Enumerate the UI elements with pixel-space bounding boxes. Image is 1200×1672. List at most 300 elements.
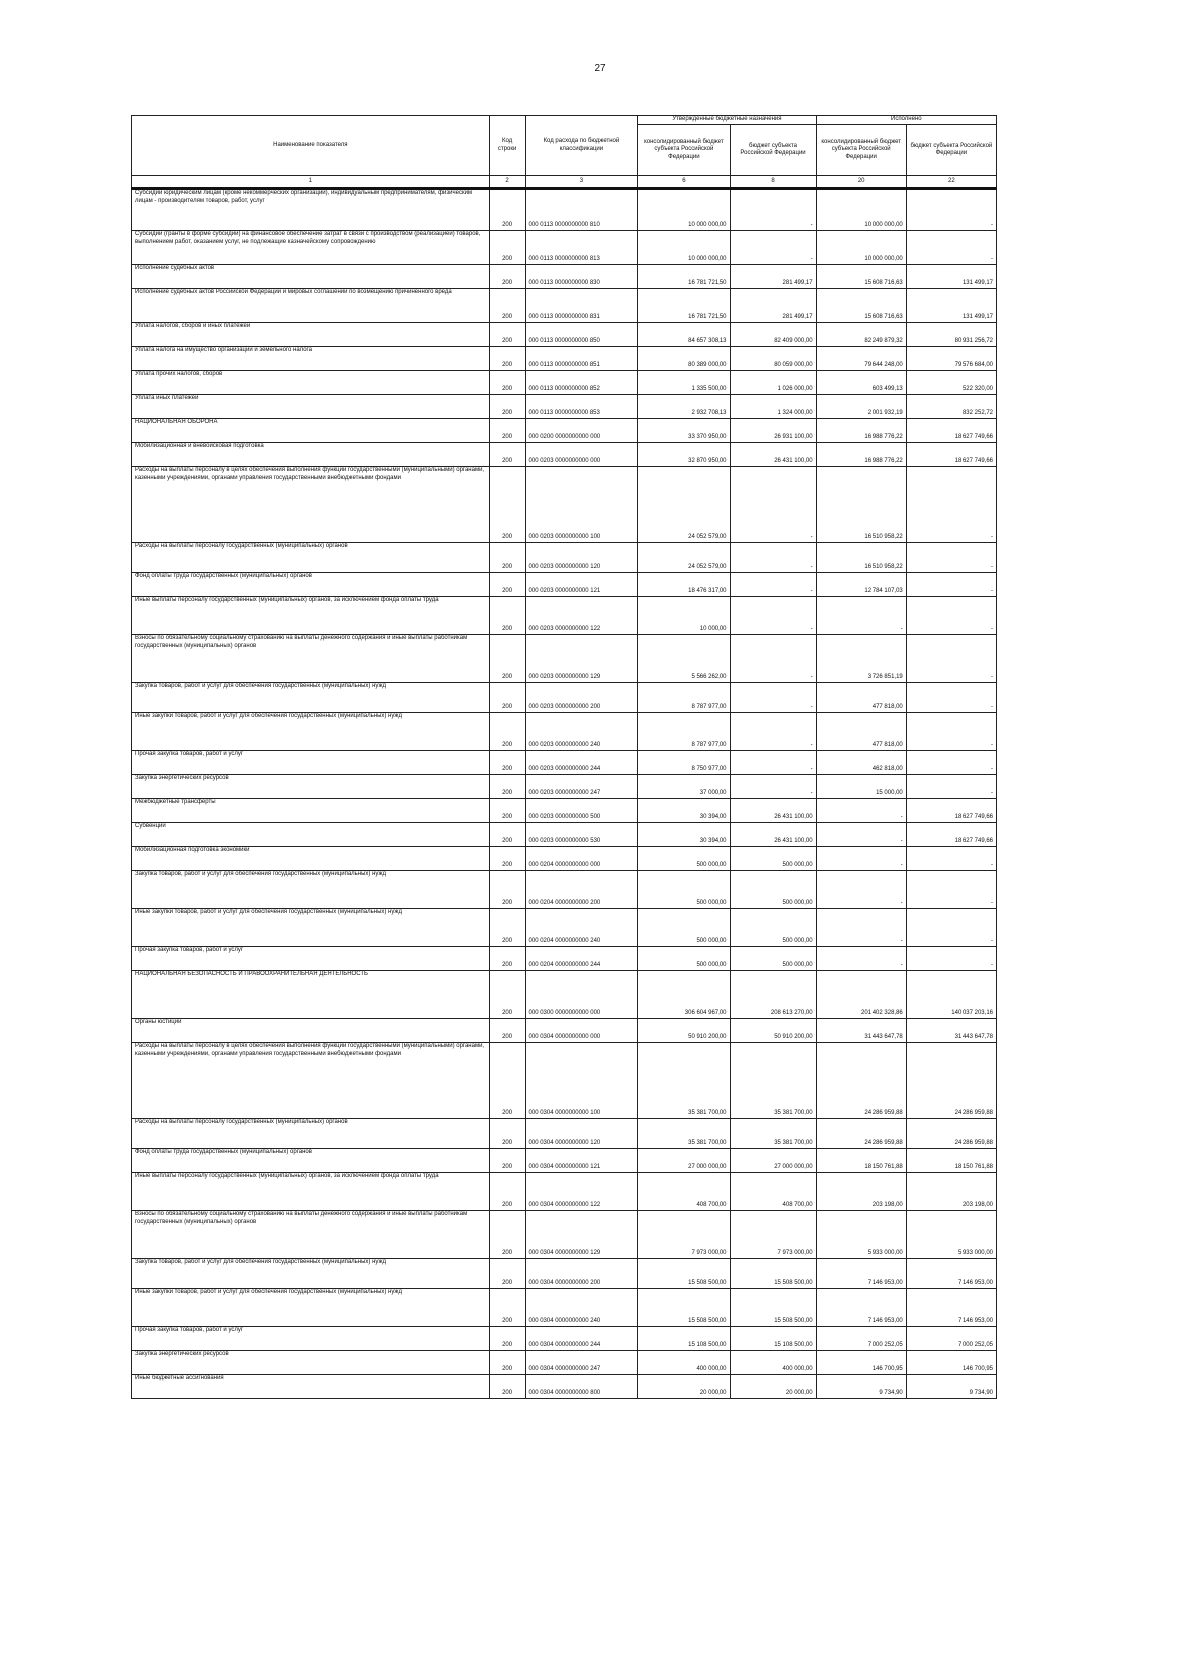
header-consolidated-approved: консолидированный бюджет субъекта Российской Федерации [638,125,730,176]
row-budget-code: 000 0304 0000000000 247 [525,1351,638,1375]
row-name: Межбюджетные трансферты [132,799,490,823]
row-consolidated-executed: 16 510 958,22 [816,543,906,573]
table-row [132,1043,997,1119]
row-subject-executed: 18 627 749,66 [906,419,996,443]
row-name: Фонд оплаты труда государственных (муниципальных) органов [132,573,490,597]
row-line-code: 200 [489,1019,525,1043]
row-subject-approved: 500 000,00 [730,871,816,909]
row-consolidated-executed: 16 510 958,22 [816,467,906,543]
table-row [132,347,997,371]
row-name: Расходы на выплаты персоналу в целях обеспечения выполнения функций государственными (муниципальными) органами, казенными учреждениями, органами управления государственными внебюджетными фондами [132,1043,490,1119]
row-consolidated-approved: 8 750 977,00 [638,751,730,775]
row-name: НАЦИОНАЛЬНАЯ ОБОРОНА [132,419,490,443]
row-line-code: 200 [489,947,525,971]
row-subject-approved: - [730,775,816,799]
table-row [132,823,997,847]
row-subject-approved: 7 973 000,00 [730,1211,816,1259]
row-line-code: 200 [489,1327,525,1351]
row-consolidated-approved: 35 381 700,00 [638,1119,730,1149]
row-budget-code: 000 0304 0000000000 200 [525,1259,638,1289]
row-subject-executed: 7 000 252,05 [906,1327,996,1351]
row-subject-approved: 500 000,00 [730,947,816,971]
row-budget-code: 000 0204 0000000000 240 [525,909,638,947]
row-subject-approved: 281 499,17 [730,289,816,323]
row-budget-code: 000 0113 0000000000 813 [525,231,638,265]
row-line-code: 200 [489,371,525,395]
row-subject-executed: - [906,847,996,871]
table-row [132,543,997,573]
table-row [132,1119,997,1149]
row-line-code: 200 [489,443,525,467]
table-row [132,799,997,823]
row-consolidated-approved: 30 394,00 [638,799,730,823]
row-line-code: 200 [489,573,525,597]
row-line-code: 200 [489,823,525,847]
row-subject-executed: 24 286 959,88 [906,1043,996,1119]
row-name: Закупка энергетических ресурсов [132,775,490,799]
row-consolidated-executed: - [816,847,906,871]
row-budget-code: 000 0203 0000000000 247 [525,775,638,799]
row-name: НАЦИОНАЛЬНАЯ БЕЗОПАСНОСТЬ И ПРАВООХРАНИТЕЛЬНАЯ ДЕЯТЕЛЬНОСТЬ [132,971,490,1019]
row-budget-code: 000 0113 0000000000 850 [525,323,638,347]
row-consolidated-executed: 10 000 000,00 [816,189,906,231]
row-consolidated-executed: 79 644 248,00 [816,347,906,371]
column-number: 20 [816,176,906,189]
row-name: Уплата иных платежей [132,395,490,419]
table-row [132,751,997,775]
row-consolidated-executed: 16 988 776,22 [816,443,906,467]
row-budget-code: 000 0203 0000000000 240 [525,713,638,751]
row-subject-approved: 1 026 000,00 [730,371,816,395]
row-line-code: 200 [489,971,525,1019]
row-consolidated-approved: 24 052 579,00 [638,467,730,543]
row-line-code: 200 [489,799,525,823]
row-consolidated-executed: - [816,799,906,823]
row-consolidated-executed: - [816,909,906,947]
row-name: Органы юстиции [132,1019,490,1043]
row-budget-code: 000 0203 0000000000 122 [525,597,638,635]
row-consolidated-approved: 8 787 977,00 [638,713,730,751]
row-subject-approved: 15 108 500,00 [730,1327,816,1351]
page-number: 27 [594,63,606,74]
table-row [132,1375,997,1399]
row-subject-approved: 35 381 700,00 [730,1119,816,1149]
row-subject-executed: - [906,543,996,573]
row-name: Субвенции [132,823,490,847]
table-row [132,265,997,289]
table-row [132,713,997,751]
row-consolidated-approved: 16 781 721,50 [638,289,730,323]
row-name: Мобилизационная подготовка экономики [132,847,490,871]
table-row [132,419,997,443]
row-subject-approved: 26 931 100,00 [730,419,816,443]
row-budget-code: 000 0203 0000000000 100 [525,467,638,543]
table-row [132,1289,997,1327]
table-row [132,635,997,683]
row-subject-approved: - [730,231,816,265]
table-row [132,1327,997,1351]
row-name: Иные закупки товаров, работ и услуг для обеспечения государственных (муниципальных) нужд [132,713,490,751]
row-line-code: 200 [489,231,525,265]
row-name: Исполнение судебных актов [132,265,490,289]
column-number-row [132,176,997,189]
row-consolidated-approved: 20 000,00 [638,1375,730,1399]
table-row [132,573,997,597]
row-name: Субсидии (гранты в форме субсидий) на финансовое обеспечение затрат в связи с производством (реализацией) товаров, выполнением работ, оказанием услуг, не подлежащие казначейскому сопровождению [132,231,490,265]
row-subject-approved: 1 324 000,00 [730,395,816,419]
row-consolidated-approved: 5 566 262,00 [638,635,730,683]
row-line-code: 200 [489,467,525,543]
row-name: Расходы на выплаты персоналу государственных (муниципальных) органов [132,543,490,573]
row-name: Закупка товаров, работ и услуг для обеспечения государственных (муниципальных) нужд [132,1259,490,1289]
row-subject-executed: 79 576 684,00 [906,347,996,371]
row-budget-code: 000 0203 0000000000 200 [525,683,638,713]
row-line-code: 200 [489,395,525,419]
row-name: Иные закупки товаров, работ и услуг для обеспечения государственных (муниципальных) нужд [132,909,490,947]
row-subject-executed: 18 627 749,66 [906,823,996,847]
row-consolidated-approved: 10 000 000,00 [638,189,730,231]
row-line-code: 200 [489,1211,525,1259]
row-subject-approved: 82 409 000,00 [730,323,816,347]
table-row [132,289,997,323]
row-subject-approved: 27 000 000,00 [730,1149,816,1173]
row-consolidated-executed: 82 249 879,32 [816,323,906,347]
row-consolidated-approved: 15 508 500,00 [638,1289,730,1327]
row-name: Закупка энергетических ресурсов [132,1351,490,1375]
row-name: Субсидии юридическим лицам (кроме некоммерческих организаций), индивидуальным предпринимателям, физическим лицам - производителям товаров, работ, услуг [132,189,490,231]
row-name: Мобилизационная и вневойсковая подготовка [132,443,490,467]
row-subject-approved: 50 910 200,00 [730,1019,816,1043]
row-consolidated-executed: 203 198,00 [816,1173,906,1211]
row-line-code: 200 [489,1375,525,1399]
row-budget-code: 000 0113 0000000000 810 [525,189,638,231]
row-budget-code: 000 0304 0000000000 100 [525,1043,638,1119]
row-subject-executed: - [906,189,996,231]
row-subject-approved: - [730,635,816,683]
row-consolidated-executed: 462 818,00 [816,751,906,775]
row-name: Иные выплаты персоналу государственных (муниципальных) органов, за исключением фонда оплаты труда [132,1173,490,1211]
row-budget-code: 000 0203 0000000000 121 [525,573,638,597]
row-subject-approved: 80 059 000,00 [730,347,816,371]
row-consolidated-approved: 500 000,00 [638,871,730,909]
table-row [132,597,997,635]
row-subject-approved: - [730,573,816,597]
row-name: Уплата прочих налогов, сборов [132,371,490,395]
row-subject-approved: 500 000,00 [730,909,816,947]
row-name: Исполнение судебных актов Российской Федерации и мировых соглашений по возмещению причиненного вреда [132,289,490,323]
row-subject-executed: 203 198,00 [906,1173,996,1211]
row-subject-approved: 26 431 100,00 [730,799,816,823]
row-consolidated-approved: 18 476 317,00 [638,573,730,597]
row-subject-executed: 5 933 000,00 [906,1211,996,1259]
row-consolidated-approved: 2 932 708,13 [638,395,730,419]
table-row [132,1173,997,1211]
table-row [132,231,997,265]
row-consolidated-approved: 1 335 500,00 [638,371,730,395]
row-budget-code: 000 0113 0000000000 853 [525,395,638,419]
row-name: Иные закупки товаров, работ и услуг для обеспечения государственных (муниципальных) нужд [132,1289,490,1327]
row-consolidated-approved: 15 508 500,00 [638,1259,730,1289]
row-subject-approved: - [730,751,816,775]
row-subject-approved: 26 431 100,00 [730,823,816,847]
row-subject-approved: 15 508 500,00 [730,1259,816,1289]
row-subject-executed: - [906,775,996,799]
table-row [132,443,997,467]
row-subject-executed: 24 286 959,88 [906,1119,996,1149]
row-subject-executed: 146 700,95 [906,1351,996,1375]
row-subject-executed: 7 146 953,00 [906,1289,996,1327]
row-subject-executed: 18 627 749,66 [906,799,996,823]
row-line-code: 200 [489,419,525,443]
row-line-code: 200 [489,1289,525,1327]
row-consolidated-executed: - [816,947,906,971]
row-consolidated-executed: 15 608 716,63 [816,265,906,289]
row-line-code: 200 [489,543,525,573]
row-line-code: 200 [489,189,525,231]
row-consolidated-executed: 31 443 647,78 [816,1019,906,1043]
row-name: Иные бюджетные ассигнования [132,1375,490,1399]
row-budget-code: 000 0203 0000000000 500 [525,799,638,823]
row-consolidated-approved: 33 370 950,00 [638,419,730,443]
table-row [132,371,997,395]
table-body [132,189,997,1399]
row-subject-executed: 522 320,00 [906,371,996,395]
row-consolidated-approved: 10 000 000,00 [638,231,730,265]
row-name: Расходы на выплаты персоналу государственных (муниципальных) органов [132,1119,490,1149]
table-row [132,909,997,947]
row-subject-executed: - [906,713,996,751]
row-subject-executed: 18 627 749,66 [906,443,996,467]
row-consolidated-executed: 24 286 959,88 [816,1043,906,1119]
row-budget-code: 000 0304 0000000000 240 [525,1289,638,1327]
row-budget-code: 000 0304 0000000000 129 [525,1211,638,1259]
table-row [132,1019,997,1043]
table-row [132,971,997,1019]
row-line-code: 200 [489,597,525,635]
row-subject-executed: - [906,573,996,597]
row-budget-code: 000 0304 0000000000 122 [525,1173,638,1211]
row-consolidated-executed: 2 001 932,19 [816,395,906,419]
row-subject-executed: - [906,231,996,265]
row-consolidated-approved: 10 000,00 [638,597,730,635]
row-line-code: 200 [489,871,525,909]
row-subject-executed: - [906,871,996,909]
row-consolidated-approved: 30 394,00 [638,823,730,847]
row-subject-executed: 80 931 256,72 [906,323,996,347]
row-subject-executed: - [906,467,996,543]
header-line-code: Код строки [489,116,525,176]
row-budget-code: 000 0204 0000000000 000 [525,847,638,871]
row-consolidated-executed: 7 146 953,00 [816,1289,906,1327]
row-subject-approved: - [730,467,816,543]
row-subject-executed: 140 037 203,16 [906,971,996,1019]
row-line-code: 200 [489,909,525,947]
table-row [132,683,997,713]
row-subject-approved: 20 000,00 [730,1375,816,1399]
row-consolidated-executed: 12 784 107,03 [816,573,906,597]
row-subject-executed: - [906,635,996,683]
column-number: 1 [132,176,490,189]
table-row [132,323,997,347]
row-consolidated-executed: 201 402 328,86 [816,971,906,1019]
row-consolidated-executed: - [816,597,906,635]
row-budget-code: 000 0304 0000000000 244 [525,1327,638,1351]
table-row [132,947,997,971]
row-subject-executed: - [906,751,996,775]
table-row [132,395,997,419]
row-name: Прочая закупка товаров, работ и услуг [132,751,490,775]
row-consolidated-approved: 7 973 000,00 [638,1211,730,1259]
row-consolidated-executed: 3 726 851,19 [816,635,906,683]
row-consolidated-approved: 84 657 308,13 [638,323,730,347]
row-budget-code: 000 0304 0000000000 800 [525,1375,638,1399]
row-consolidated-approved: 408 700,00 [638,1173,730,1211]
row-line-code: 200 [489,683,525,713]
table-row [132,847,997,871]
row-consolidated-approved: 37 000,00 [638,775,730,799]
row-consolidated-executed: 7 000 252,05 [816,1327,906,1351]
row-consolidated-executed: 10 000 000,00 [816,231,906,265]
row-subject-approved: - [730,543,816,573]
row-subject-approved: 281 499,17 [730,265,816,289]
table-row [132,467,997,543]
row-budget-code: 000 0304 0000000000 120 [525,1119,638,1149]
row-line-code: 200 [489,1043,525,1119]
row-subject-approved: - [730,683,816,713]
row-name: Прочая закупка товаров, работ и услуг [132,947,490,971]
column-number: 8 [730,176,816,189]
table-row [132,189,997,231]
header-name: Наименование показателя [132,116,490,176]
row-consolidated-approved: 8 787 977,00 [638,683,730,713]
row-subject-approved: 408 700,00 [730,1173,816,1211]
row-consolidated-executed: 146 700,95 [816,1351,906,1375]
row-line-code: 200 [489,1173,525,1211]
row-budget-code: 000 0203 0000000000 000 [525,443,638,467]
row-subject-executed: - [906,947,996,971]
row-line-code: 200 [489,847,525,871]
row-consolidated-executed: 477 818,00 [816,713,906,751]
row-consolidated-approved: 24 052 579,00 [638,543,730,573]
row-line-code: 200 [489,323,525,347]
row-consolidated-executed: 24 286 959,88 [816,1119,906,1149]
row-subject-approved: 15 508 500,00 [730,1289,816,1327]
row-consolidated-executed: 603 499,13 [816,371,906,395]
row-line-code: 200 [489,1351,525,1375]
row-consolidated-executed: 477 818,00 [816,683,906,713]
row-name: Иные выплаты персоналу государственных (муниципальных) органов, за исключением фонда оплаты труда [132,597,490,635]
row-budget-code: 000 0203 0000000000 129 [525,635,638,683]
row-subject-executed: 31 443 647,78 [906,1019,996,1043]
row-consolidated-approved: 32 870 950,00 [638,443,730,467]
row-consolidated-executed: 9 734,90 [816,1375,906,1399]
row-name: Закупка товаров, работ и услуг для обеспечения государственных (муниципальных) нужд [132,871,490,909]
row-consolidated-executed: 5 933 000,00 [816,1211,906,1259]
row-budget-code: 000 0204 0000000000 200 [525,871,638,909]
row-budget-code: 000 0203 0000000000 244 [525,751,638,775]
row-name: Прочая закупка товаров, работ и услуг [132,1327,490,1351]
row-budget-code: 000 0203 0000000000 120 [525,543,638,573]
row-budget-code: 000 0304 0000000000 000 [525,1019,638,1043]
table-row [132,1351,997,1375]
table-row [132,871,997,909]
header-group-executed: Исполнено [816,116,996,125]
header-subject-approved: бюджет субъекта Российской Федерации [730,125,816,176]
row-budget-code: 000 0113 0000000000 852 [525,371,638,395]
row-line-code: 200 [489,775,525,799]
row-subject-executed: 131 499,17 [906,289,996,323]
row-name: Уплата налогов, сборов и иных платежей [132,323,490,347]
column-number: 3 [525,176,638,189]
header-group-approved: Утвержденные бюджетные назначения [638,116,816,125]
row-line-code: 200 [489,1259,525,1289]
row-consolidated-approved: 80 389 000,00 [638,347,730,371]
row-line-code: 200 [489,1119,525,1149]
table-row [132,775,997,799]
row-consolidated-executed: - [816,871,906,909]
row-subject-approved: - [730,597,816,635]
column-number: 2 [489,176,525,189]
row-budget-code: 000 0203 0000000000 530 [525,823,638,847]
row-subject-approved: 500 000,00 [730,847,816,871]
table-row [132,1259,997,1289]
row-subject-approved: 400 000,00 [730,1351,816,1375]
row-line-code: 200 [489,635,525,683]
row-budget-code: 000 0113 0000000000 851 [525,347,638,371]
row-subject-executed: - [906,909,996,947]
row-subject-approved: - [730,189,816,231]
row-budget-code: 000 0113 0000000000 831 [525,289,638,323]
row-name: Взносы по обязательному социальному страхованию на выплаты денежного содержания и иные выплаты работникам государственных (муниципальных) органов [132,635,490,683]
row-name: Уплата налога на имущество организаций и земельного налога [132,347,490,371]
row-line-code: 200 [489,751,525,775]
row-consolidated-executed: 15 608 716,63 [816,289,906,323]
row-subject-executed: 7 146 953,00 [906,1259,996,1289]
header-consolidated-executed: консолидированный бюджет субъекта Российской Федерации [816,125,906,176]
row-consolidated-approved: 500 000,00 [638,847,730,871]
row-subject-executed: 832 252,72 [906,395,996,419]
row-subject-approved: 35 381 700,00 [730,1043,816,1119]
header-budget-code: Код расхода по бюджетной классификации [525,116,638,176]
row-line-code: 200 [489,289,525,323]
table-row [132,1211,997,1259]
row-consolidated-executed: 18 150 761,88 [816,1149,906,1173]
column-number: 6 [638,176,730,189]
row-consolidated-executed: 7 146 953,00 [816,1259,906,1289]
row-line-code: 200 [489,1149,525,1173]
row-consolidated-approved: 27 000 000,00 [638,1149,730,1173]
row-subject-executed: - [906,683,996,713]
row-subject-approved: 26 431 100,00 [730,443,816,467]
row-line-code: 200 [489,265,525,289]
row-consolidated-approved: 35 381 700,00 [638,1043,730,1119]
row-consolidated-approved: 306 604 967,00 [638,971,730,1019]
column-number: 22 [906,176,996,189]
row-subject-approved: 208 613 270,00 [730,971,816,1019]
row-name: Взносы по обязательному социальному страхованию на выплаты денежного содержания и иные выплаты работникам государственных (муниципальных) органов [132,1211,490,1259]
row-subject-approved: - [730,713,816,751]
row-consolidated-executed: 16 988 776,22 [816,419,906,443]
budget-table [131,115,997,1399]
row-budget-code: 000 0200 0000000000 000 [525,419,638,443]
row-budget-code: 000 0300 0000000000 000 [525,971,638,1019]
row-subject-executed: 9 734,90 [906,1375,996,1399]
row-line-code: 200 [489,347,525,371]
row-name: Расходы на выплаты персоналу в целях обеспечения выполнения функций государственными (муниципальными) органами, казенными учреждениями, органами управления государственными внебюджетными фондами [132,467,490,543]
header-subject-executed: бюджет субъекта Российской Федерации [906,125,996,176]
row-consolidated-approved: 500 000,00 [638,909,730,947]
row-subject-executed: - [906,597,996,635]
